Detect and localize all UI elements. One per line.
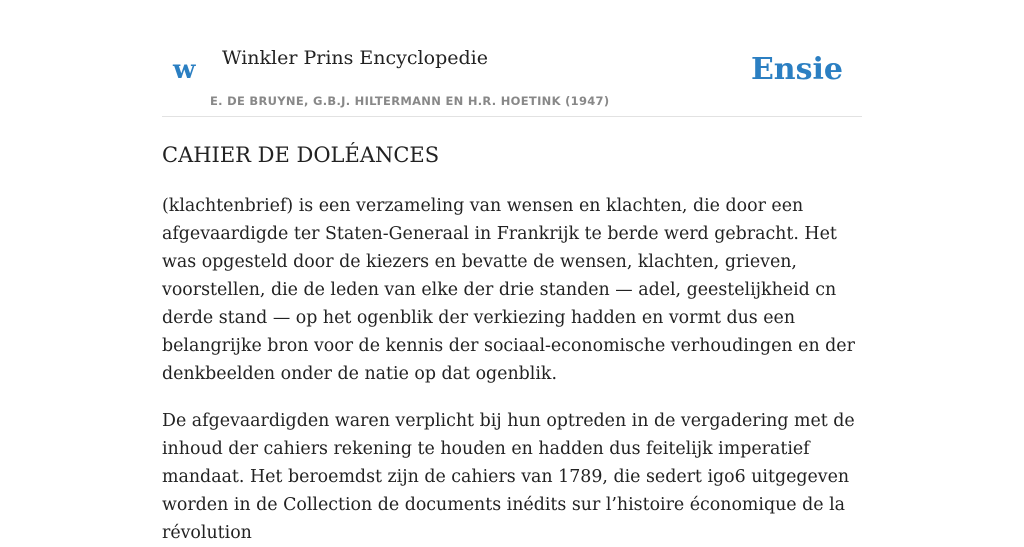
winkler-prins-logo[interactable]: w <box>173 55 196 85</box>
site-header <box>162 0 862 117</box>
source-byline: E. DE BRUYNE, G.B.J. HILTERMANN EN H.R. HOETINK (1947) <box>210 94 610 108</box>
article-page <box>162 0 862 543</box>
ensie-logo[interactable]: Ensie <box>750 52 843 87</box>
article-paragraph: (klachtenbrief) is een verzameling van wensen en klachten, die door een afgevaardigde ter Staten-Generaal in Frankrijk te berde werd gebracht. Het was opgesteld door de kiezers en bevatte de wensen, klachten, grieven, voorstellen, die de leden van elke der drie standen — adel, geestelijkheid cn derde stand — op het ogenblik der verkiezing hadden en vormt dus een belangrijke bron voor de kennis der sociaal-economische verhoudingen en der denkbeelden onder de natie op dat ogenblik. <box>162 196 855 384</box>
article-paragraph: De afgevaardigden waren verplicht bij hun optreden in de vergadering met de inhoud der cahiers rekening te houden en hadden dus feitelijk imperatief mandaat. Het beroemdst zijn de cahiers van 1789, die sedert igo6 uitgegeven worden in de Collection de documents inédits sur l’histoire économique de la révolution <box>162 411 855 543</box>
article-title: CAHIER DE DOLÉANCES <box>162 143 440 167</box>
source-title[interactable]: Winkler Prins Encyclopedie <box>222 47 488 69</box>
